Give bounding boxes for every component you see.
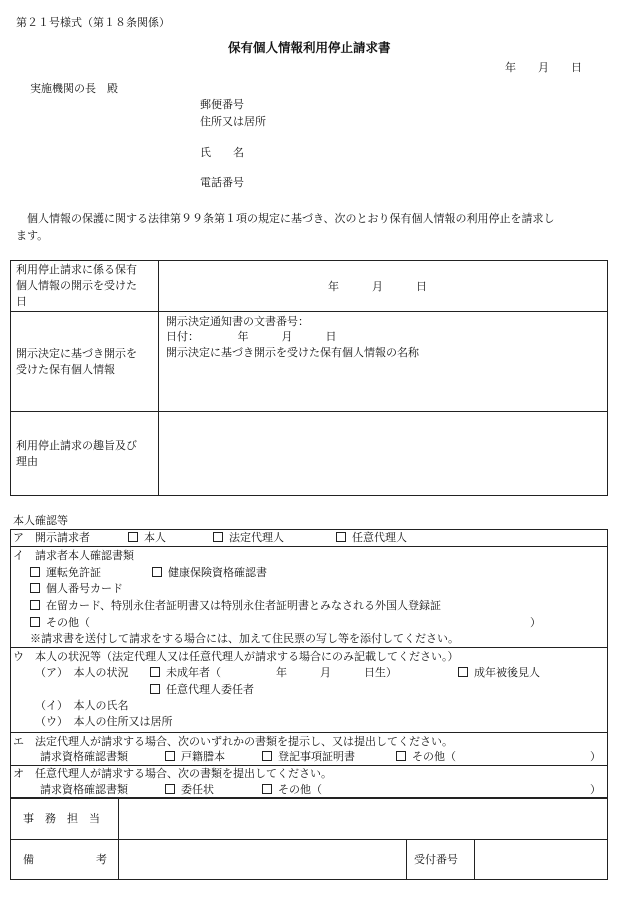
row3-label-1: 利用停止請求の趣旨及び bbox=[16, 439, 137, 452]
checkbox-icon[interactable] bbox=[336, 532, 346, 542]
row3-label-2: 理由 bbox=[16, 455, 38, 468]
legal-docs-label: 請求資格確認書類 bbox=[40, 750, 128, 763]
intro-line-1: 個人情報の保護に関する法律第９９条第１項の規定に基づき、次のとおり保有個人情報の利用停止を請求し bbox=[16, 212, 555, 225]
option-insurance[interactable]: 健康保険資格確認書 bbox=[152, 566, 267, 580]
row1-label-1: 利用停止請求に係る保有 bbox=[16, 263, 137, 276]
checkbox-icon[interactable] bbox=[152, 567, 162, 577]
checkbox-icon[interactable] bbox=[396, 751, 406, 761]
option-power-of-attorney[interactable]: 委任状 bbox=[165, 783, 214, 797]
name-label: 氏 名 bbox=[200, 146, 244, 159]
option-legal-rep[interactable]: 法定代理人 bbox=[213, 531, 284, 545]
principal-name-label: （イ） 本人の氏名 bbox=[35, 699, 129, 712]
doc-date-field[interactable]: 日付： 年 月 日 bbox=[166, 330, 337, 343]
checkbox-icon[interactable] bbox=[150, 667, 160, 677]
other-id-close: ） bbox=[530, 616, 541, 629]
checkbox-icon[interactable] bbox=[128, 532, 138, 542]
checkbox-icon[interactable] bbox=[165, 784, 175, 794]
option-agent-other[interactable]: その他（ bbox=[262, 783, 322, 797]
option-license[interactable]: 運転免許証 bbox=[30, 566, 101, 580]
form-number: 第２１号様式（第１８条関係） bbox=[16, 16, 170, 29]
mail-note: ※請求書を送付して請求をする場合には、加えて住民票の写し等を添付してください。 bbox=[30, 632, 459, 645]
agent-other-close: ） bbox=[590, 783, 601, 796]
status-label: （ア） 本人の状況 bbox=[35, 666, 129, 679]
checkbox-icon[interactable] bbox=[30, 600, 40, 610]
reason-field[interactable] bbox=[160, 413, 606, 494]
remarks-label-right: 考 bbox=[96, 853, 107, 866]
info-name-field[interactable]: 開示決定に基づき開示を受けた保有個人情報の名称 bbox=[166, 346, 419, 359]
requester-label: ア 開示請求者 bbox=[13, 531, 90, 544]
checkbox-icon[interactable] bbox=[458, 667, 468, 677]
checkbox-icon[interactable] bbox=[150, 684, 160, 694]
option-registry-cert[interactable]: 登記事項証明書 bbox=[262, 750, 355, 764]
checkbox-icon[interactable] bbox=[262, 784, 272, 794]
row1-label-3: 日 bbox=[16, 295, 27, 308]
checkbox-icon[interactable] bbox=[30, 617, 40, 627]
receipt-number-label: 受付番号 bbox=[414, 853, 458, 866]
option-other-id[interactable]: その他（ bbox=[30, 616, 90, 630]
address-label: 住所又は居所 bbox=[200, 115, 266, 128]
checkbox-icon[interactable] bbox=[30, 567, 40, 577]
option-mynumber[interactable]: 個人番号カード bbox=[30, 582, 123, 596]
option-legal-other[interactable]: その他（ bbox=[396, 750, 456, 764]
agent-docs-label: 請求資格確認書類 bbox=[40, 783, 128, 796]
row2-label-1: 開示決定に基づき開示を bbox=[16, 347, 137, 360]
option-agent[interactable]: 任意代理人 bbox=[336, 531, 407, 545]
option-residence-card[interactable]: 在留カード、特別永住者証明書又は特別永住者証明書とみなされる外国人登録証 bbox=[30, 599, 441, 613]
staff-label: 事 務 担 当 bbox=[23, 812, 100, 825]
doc-number-field[interactable]: 開示決定通知書の文書番号： bbox=[166, 315, 309, 328]
checkbox-icon[interactable] bbox=[165, 751, 175, 761]
legal-rep-title: エ 法定代理人が請求する場合、次のいずれかの書類を提示し、又は提出してください。 bbox=[13, 735, 453, 748]
checkbox-icon[interactable] bbox=[213, 532, 223, 542]
intro-line-2: ます。 bbox=[16, 229, 49, 242]
option-proxy-principal[interactable]: 任意代理人委任者 bbox=[150, 683, 254, 697]
principal-address-label: （ウ） 本人の住所又は居所 bbox=[35, 715, 173, 728]
id-section-heading: 本人確認等 bbox=[13, 514, 68, 527]
addressee: 実施機関の長 殿 bbox=[30, 82, 118, 95]
agent-title: オ 任意代理人が請求する場合、次の書類を提出してください。 bbox=[13, 767, 332, 780]
id-docs-title: イ 請求者本人確認書類 bbox=[13, 549, 134, 562]
status-title: ウ 本人の状況等（法定代理人又は任意代理人が請求する場合にのみ記載してください。） bbox=[13, 650, 459, 663]
checkbox-icon[interactable] bbox=[262, 751, 272, 761]
page-title: 保有個人情報利用停止請求書 bbox=[228, 40, 391, 55]
phone-label: 電話番号 bbox=[200, 176, 244, 189]
option-family-register[interactable]: 戸籍謄本 bbox=[165, 750, 225, 764]
row2-label-2: 受けた保有個人情報 bbox=[16, 363, 115, 376]
checkbox-icon[interactable] bbox=[30, 583, 40, 593]
date-line: 年 月 日 bbox=[505, 61, 582, 74]
row1-label-2: 個人情報の開示を受けた bbox=[16, 279, 137, 292]
option-adult-ward[interactable]: 成年被後見人 bbox=[458, 666, 540, 680]
disclosure-date-field[interactable]: 年 月 日 bbox=[328, 280, 427, 293]
legal-other-close: ） bbox=[590, 750, 601, 763]
option-self[interactable]: 本人 bbox=[128, 531, 166, 545]
postal-label: 郵便番号 bbox=[200, 98, 244, 111]
remarks-label-left: 備 bbox=[23, 853, 34, 866]
option-minor[interactable]: 未成年者（ 年 月 日生） bbox=[150, 666, 397, 680]
